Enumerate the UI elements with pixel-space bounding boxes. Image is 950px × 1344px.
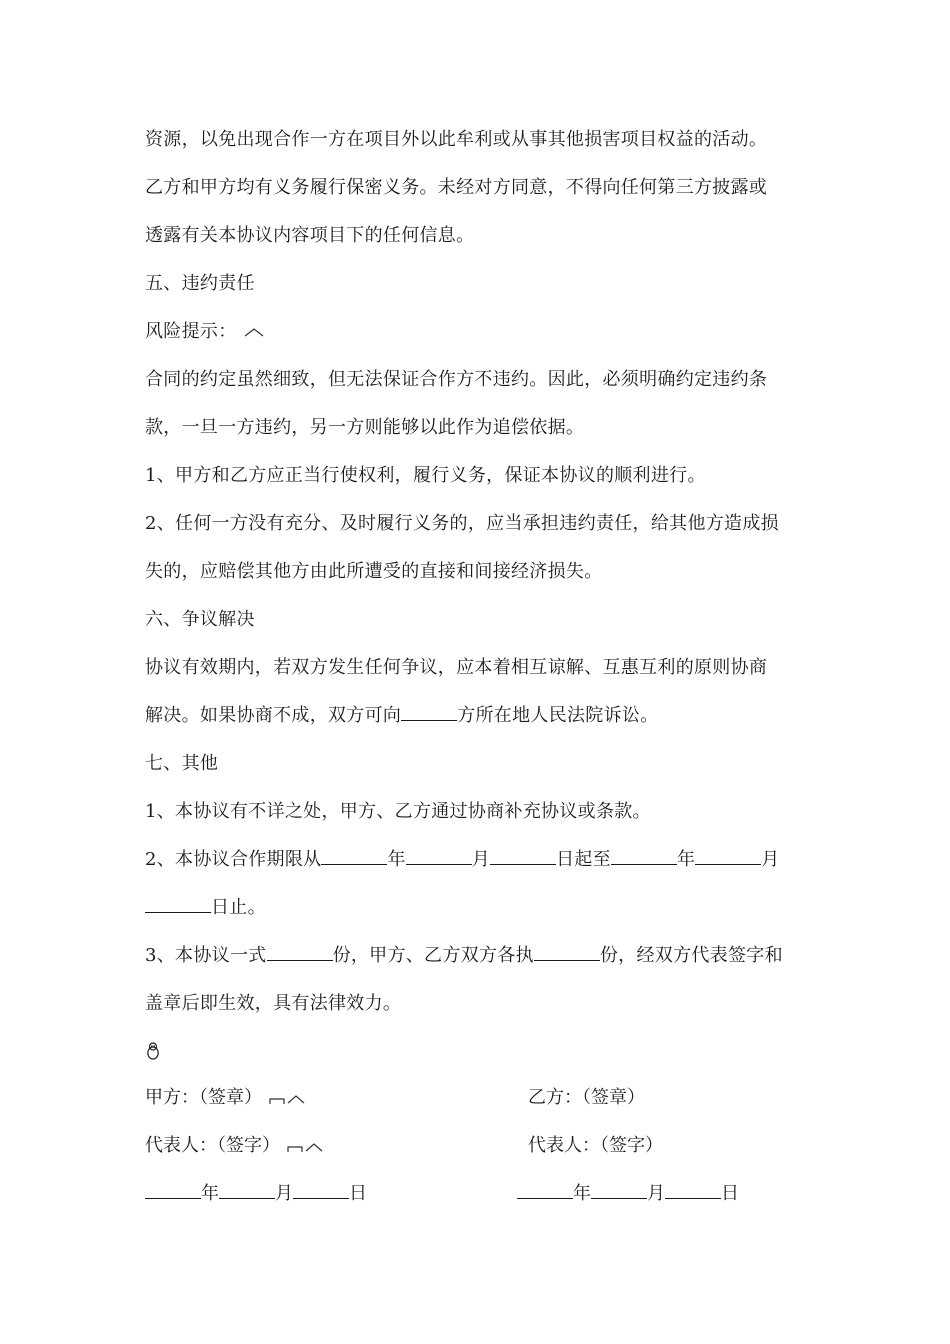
date-b-month-blank[interactable] (591, 1182, 647, 1199)
rep-a-sign: 代表人：（签字） (145, 1134, 326, 1158)
total-copies-blank[interactable] (267, 944, 333, 961)
start-year-blank[interactable] (321, 848, 387, 865)
paragraph-line: 1、甲方和乙方应正当行使权利，履行义务，保证本协议的顺利进行。 (145, 465, 706, 486)
dispute-line: 解决。如果协商不成，双方可向 方所在地人民法院诉讼。 (145, 705, 659, 726)
paragraph-line: 透露有关本协议内容项目下的任何信息。 (145, 225, 475, 246)
section-heading-breach: 五、违约责任 (145, 273, 255, 294)
date-b-year-blank[interactable] (517, 1182, 573, 1199)
paragraph-line: 盖章后即生效，具有法律效力。 (145, 993, 402, 1014)
each-copies-blank[interactable] (534, 944, 600, 961)
risk-tip-label: 风险提示： (145, 321, 237, 342)
date-a-line: 年 月 日 (145, 1182, 367, 1206)
end-day-blank[interactable] (145, 896, 211, 913)
date-b-line: 年 月 日 (517, 1182, 739, 1206)
date-b-day-blank[interactable] (665, 1182, 721, 1199)
end-month-blank[interactable] (695, 848, 761, 865)
paragraph-line: 协议有效期内，若双方发生任何争议，应本着相互谅解、互惠互利的原则协商 (145, 657, 768, 678)
section-heading-other: 七、其他 (145, 753, 219, 774)
section-heading-dispute: 六、争议解决 (145, 609, 255, 630)
paragraph-line: 乙方和甲方均有义务履行保密义务。未经对方同意，不得向任何第三方披露或 (145, 177, 768, 198)
paragraph-line: 失的，应赔偿其他方由此所遭受的直接和间接经济损失。 (145, 561, 603, 582)
paragraph-line: 资源，以免出现合作一方在项目外以此牟利或从事其他损害项目权益的活动。 (145, 129, 768, 150)
paragraph-line: 款，一旦一方违约，另一方则能够以此作为追偿依据。 (145, 417, 585, 438)
copies-line: 3、本协议一式 份，甲方、乙方双方各执 份，经双方代表签字和 (145, 945, 783, 966)
paragraph-line: 合同的约定虽然细致，但无法保证合作方不违约。因此，必须明确约定违约条 (145, 369, 768, 390)
end-year-blank[interactable] (611, 848, 677, 865)
court-blank[interactable] (401, 704, 457, 721)
risk-tip-row (145, 320, 265, 344)
date-a-day-blank[interactable] (293, 1182, 349, 1199)
party-b-sign: 乙方：（签章） (528, 1087, 645, 1108)
term-line: 2、本协议合作期限从 年 月 日起至 年 月 (145, 849, 780, 870)
caret-up-icon (243, 325, 265, 339)
start-month-blank[interactable] (406, 848, 472, 865)
bracket-caret-icon (268, 1091, 308, 1105)
term-end-line: 日止。 (145, 896, 266, 920)
bracket-caret-icon (286, 1139, 326, 1153)
paragraph-line: 2、任何一方没有充分、及时履行义务的，应当承担违约责任，给其他方造成损 (145, 513, 779, 534)
penguin-icon (146, 1042, 160, 1060)
rep-b-sign: 代表人：（签字） (528, 1135, 663, 1156)
date-a-month-blank[interactable] (219, 1182, 275, 1199)
party-a-sign: 甲方：（签章） (145, 1086, 308, 1110)
paragraph-line: 1、本协议有不详之处，甲方、乙方通过协商补充协议或条款。 (145, 801, 651, 822)
date-a-year-blank[interactable] (145, 1182, 201, 1199)
start-day-blank[interactable] (490, 848, 556, 865)
